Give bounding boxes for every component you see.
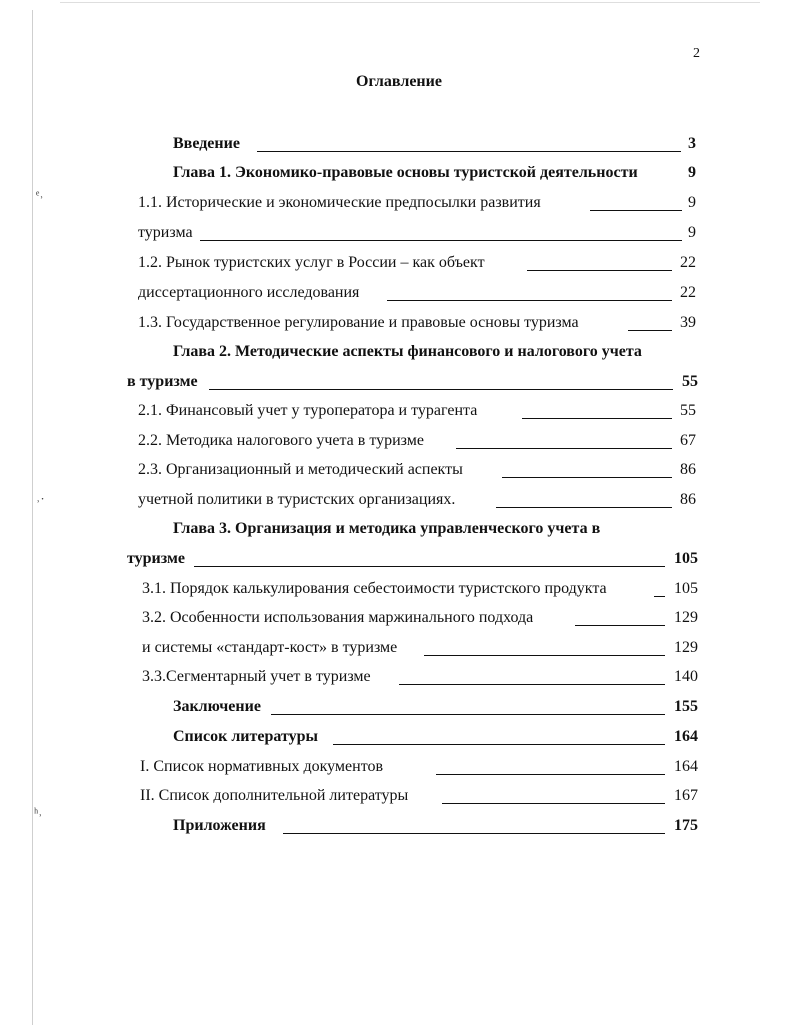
toc-entry bbox=[173, 343, 696, 367]
toc-entry-text: I. Список нормативных документов bbox=[140, 758, 384, 775]
toc-leader bbox=[399, 684, 665, 685]
toc-entry-page: 9 bbox=[688, 194, 696, 211]
toc-leader bbox=[575, 625, 665, 626]
toc-leader bbox=[209, 389, 673, 390]
toc-entry-page: 55 bbox=[682, 373, 698, 390]
toc-entry-text: Приложения bbox=[173, 817, 266, 834]
toc-entry bbox=[173, 698, 698, 722]
toc-entry bbox=[173, 164, 696, 188]
toc-entry-text: 3.2. Особенности использования маржинального подхода bbox=[142, 609, 534, 626]
toc-entry bbox=[142, 580, 698, 604]
toc-leader bbox=[283, 833, 665, 834]
scan-top-edge bbox=[60, 2, 760, 3]
toc-entry-text: 3.1. Порядок калькулирования себестоимости туристского продукта bbox=[142, 580, 607, 597]
toc-entry-page: 22 bbox=[680, 284, 696, 301]
toc-leader bbox=[654, 596, 665, 597]
toc-entry-page: 175 bbox=[674, 817, 698, 834]
toc-entry bbox=[138, 194, 696, 218]
toc-entry-page: 105 bbox=[674, 550, 698, 567]
toc-entry-text: учетной политики в туристских организациях. bbox=[138, 491, 456, 508]
toc-entry-text: Глава 2. Методические аспекты финансового и налогового учета bbox=[173, 343, 642, 360]
toc-entry-text: 2.2. Методика налогового учета в туризме bbox=[138, 432, 424, 449]
toc-entry-page: 164 bbox=[674, 728, 698, 745]
toc-entry-page: 129 bbox=[674, 639, 698, 656]
page-number: 2 bbox=[693, 46, 700, 61]
toc-leader bbox=[333, 744, 665, 745]
toc-entry bbox=[138, 254, 696, 278]
toc-entry-text: Заключение bbox=[173, 698, 261, 715]
toc-entry bbox=[140, 758, 698, 782]
toc-entry bbox=[173, 728, 698, 752]
toc-leader bbox=[590, 210, 682, 211]
toc-leader bbox=[257, 151, 681, 152]
toc-leader bbox=[387, 300, 672, 301]
toc-entry-text: туризме bbox=[127, 550, 185, 567]
toc-entry bbox=[138, 284, 696, 308]
page-title: Оглавление bbox=[356, 73, 442, 90]
toc-entry-text: 2.3. Организационный и методический аспекты bbox=[138, 461, 463, 478]
toc-leader bbox=[496, 507, 672, 508]
toc-leader bbox=[628, 330, 672, 331]
toc-entry-text: 3.3.Сегментарный учет в туризме bbox=[142, 668, 371, 685]
toc-entry-page: 105 bbox=[674, 580, 698, 597]
toc-leader bbox=[424, 655, 665, 656]
toc-entry bbox=[173, 520, 696, 544]
toc-leader bbox=[271, 714, 665, 715]
toc-entry-page: 9 bbox=[688, 164, 696, 181]
toc-entry-page: 39 bbox=[680, 314, 696, 331]
toc-leader bbox=[456, 448, 672, 449]
toc-entry bbox=[138, 491, 696, 515]
toc-entry bbox=[127, 373, 698, 397]
toc-entry-text: II. Список дополнительной литературы bbox=[140, 787, 409, 804]
toc-entry bbox=[173, 817, 698, 841]
toc-leader bbox=[200, 240, 682, 241]
toc-entry bbox=[138, 224, 696, 248]
toc-entry bbox=[173, 135, 696, 159]
toc-entry bbox=[138, 314, 696, 338]
scan-left-edge bbox=[32, 10, 33, 1025]
scan-mark: ˒· bbox=[36, 491, 45, 506]
toc-entry bbox=[142, 609, 698, 633]
toc-entry-page: 9 bbox=[688, 224, 696, 241]
toc-leader bbox=[522, 418, 672, 419]
toc-entry-page: 164 bbox=[674, 758, 698, 775]
toc-entry bbox=[142, 639, 698, 663]
toc-entry-page: 86 bbox=[680, 491, 696, 508]
toc-leader bbox=[436, 774, 665, 775]
toc-entry-text: Введение bbox=[173, 135, 240, 152]
toc-leader bbox=[194, 566, 665, 567]
toc-entry bbox=[138, 402, 696, 426]
toc-entry bbox=[142, 668, 698, 692]
toc-entry-text: диссертационного исследования bbox=[138, 284, 360, 301]
toc-entry bbox=[138, 461, 696, 485]
toc-entry-text: 1.1. Исторические и экономические предпосылки развития bbox=[138, 194, 541, 211]
toc-entry bbox=[127, 550, 698, 574]
toc-entry-page: 22 bbox=[680, 254, 696, 271]
toc-entry-text: 1.2. Рынок туристских услуг в России – как объект bbox=[138, 254, 485, 271]
toc-entry-page: 3 bbox=[688, 135, 696, 152]
toc-entry-page: 155 bbox=[674, 698, 698, 715]
toc-entry-text: 1.3. Государственное регулирование и правовые основы туризма bbox=[138, 314, 579, 331]
toc-entry bbox=[138, 432, 696, 456]
toc-entry-page: 67 bbox=[680, 432, 696, 449]
toc-entry-text: в туризме bbox=[127, 373, 198, 390]
toc-entry-page: 55 bbox=[680, 402, 696, 419]
toc-leader bbox=[442, 803, 665, 804]
toc-leader bbox=[527, 270, 672, 271]
toc-entry-text: Список литературы bbox=[173, 728, 318, 745]
toc-leader bbox=[502, 477, 672, 478]
toc-entry-page: 167 bbox=[674, 787, 698, 804]
toc-entry-text: 2.1. Финансовый учет у туроператора и турагента bbox=[138, 402, 478, 419]
toc-entry-text: туризма bbox=[138, 224, 193, 241]
toc-entry-page: 129 bbox=[674, 609, 698, 626]
scan-mark: ᵉ˒ bbox=[36, 187, 44, 202]
toc-entry-page: 140 bbox=[674, 668, 698, 685]
toc-entry bbox=[140, 787, 698, 811]
toc-entry-page: 86 bbox=[680, 461, 696, 478]
toc-entry-text: и системы «стандарт-кост» в туризме bbox=[142, 639, 398, 656]
toc-entry-text: Глава 3. Организация и методика управленческого учета в bbox=[173, 520, 601, 537]
scan-mark: ʰ˒ bbox=[34, 805, 43, 820]
toc-entry-text: Глава 1. Экономико-правовые основы туристской деятельности bbox=[173, 164, 638, 181]
